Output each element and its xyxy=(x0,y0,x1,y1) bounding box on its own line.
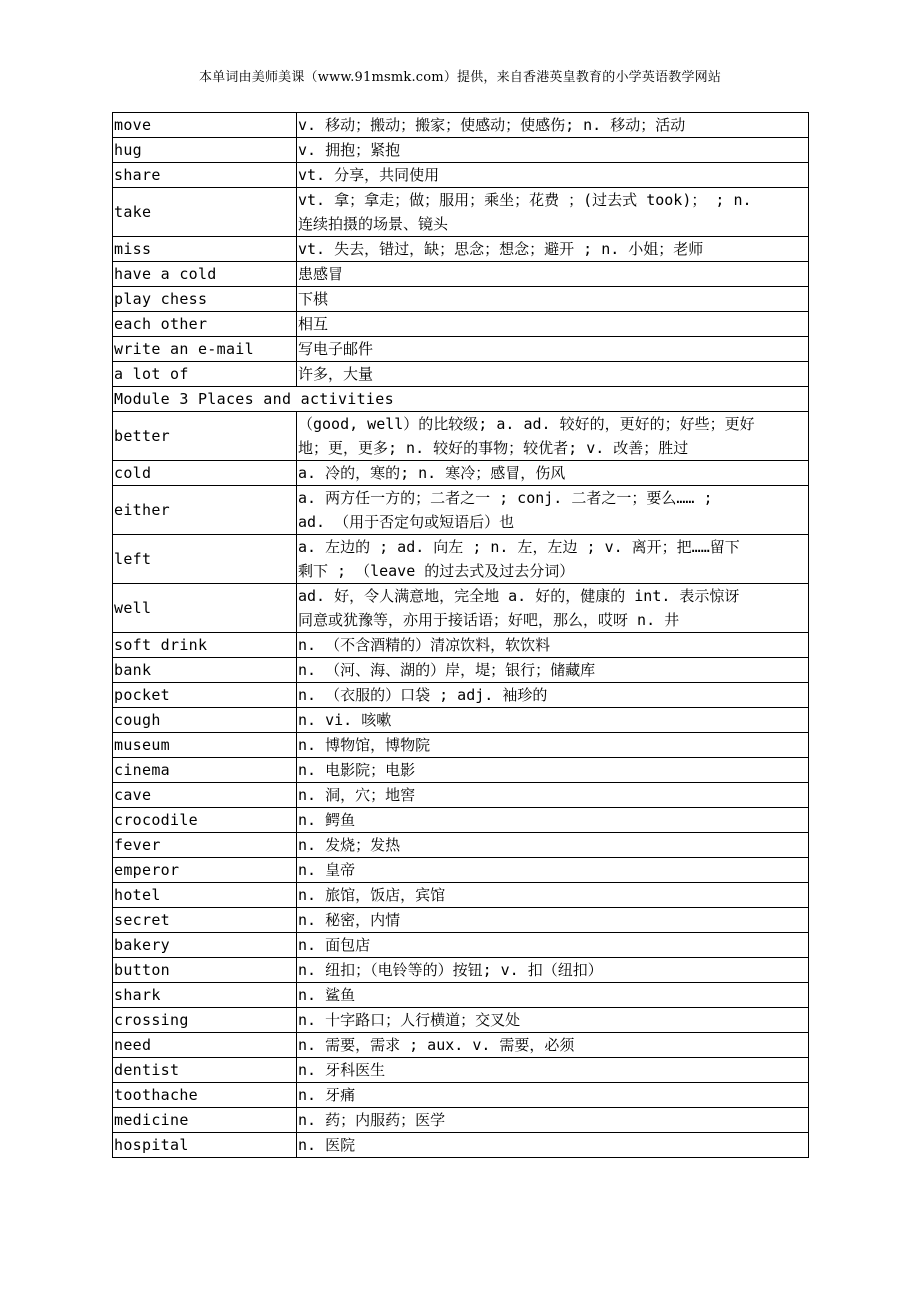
vocab-definition xyxy=(297,163,809,188)
vocab-row xyxy=(113,758,809,783)
definition-line: n. 鳄鱼 xyxy=(298,811,356,829)
definition-line: n. 旅馆，饭店，宾馆 xyxy=(298,886,446,904)
vocab-definition xyxy=(297,733,809,758)
vocab-definition xyxy=(297,983,809,1008)
vocab-row xyxy=(113,535,809,584)
vocab-word: better xyxy=(113,412,297,461)
vocab-word: share xyxy=(113,163,297,188)
vocab-row xyxy=(113,833,809,858)
vocab-definition xyxy=(297,1008,809,1033)
definition-line: n. 面包店 xyxy=(298,936,371,954)
vocab-word: button xyxy=(113,958,297,983)
vocab-row xyxy=(113,262,809,287)
vocab-word: crocodile xyxy=(113,808,297,833)
vocab-row xyxy=(113,933,809,958)
vocab-definition xyxy=(297,883,809,908)
definition-line: n. 需要，需求 ; aux. v. 需要，必须 xyxy=(298,1036,575,1054)
vocab-row xyxy=(113,983,809,1008)
vocabulary-table-body xyxy=(113,113,809,1158)
definition-line: ad. （用于否定句或短语后）也 xyxy=(298,513,515,531)
vocab-word: emperor xyxy=(113,858,297,883)
vocab-definition xyxy=(297,188,809,237)
vocab-word: medicine xyxy=(113,1108,297,1133)
definition-line: n. 博物馆，博物院 xyxy=(298,736,431,754)
vocab-definition xyxy=(297,783,809,808)
vocab-definition xyxy=(297,337,809,362)
vocab-row xyxy=(113,1008,809,1033)
vocab-definition xyxy=(297,1133,809,1158)
vocab-definition xyxy=(297,584,809,633)
vocab-row xyxy=(113,908,809,933)
definition-line: n. 纽扣；（电铃等的）按钮; v. 扣（纽扣） xyxy=(298,961,603,979)
vocab-word: need xyxy=(113,1033,297,1058)
vocab-definition xyxy=(297,362,809,387)
definition-line: （good, well）的比较级; a. ad. 较好的，更好的；好些；更好 xyxy=(298,415,755,433)
definition-line: n. （衣服的）口袋 ; adj. 袖珍的 xyxy=(298,686,548,704)
vocab-row xyxy=(113,1058,809,1083)
vocab-word: cold xyxy=(113,461,297,486)
vocab-row xyxy=(113,733,809,758)
definition-line: v. 移动；搬动；搬家；使感动；使感伤; n. 移动；活动 xyxy=(298,116,686,134)
vocab-word: hotel xyxy=(113,883,297,908)
vocabulary-table xyxy=(112,112,809,1158)
vocab-definition xyxy=(297,833,809,858)
vocab-row xyxy=(113,412,809,461)
vocab-row xyxy=(113,1133,809,1158)
vocab-definition xyxy=(297,262,809,287)
definition-line: n. 十字路口；人行横道；交叉处 xyxy=(298,1011,521,1029)
vocab-definition xyxy=(297,138,809,163)
vocab-definition xyxy=(297,933,809,958)
definition-line: 患感冒 xyxy=(298,265,344,283)
vocab-row xyxy=(113,312,809,337)
vocab-word: toothache xyxy=(113,1083,297,1108)
definition-line: n. 鲨鱼 xyxy=(298,986,356,1004)
vocab-definition xyxy=(297,858,809,883)
vocab-word: cave xyxy=(113,783,297,808)
vocab-definition xyxy=(297,461,809,486)
definition-line: n. 药；内服药；医学 xyxy=(298,1111,446,1129)
vocab-row xyxy=(113,337,809,362)
vocab-word: shark xyxy=(113,983,297,1008)
vocab-row xyxy=(113,287,809,312)
vocab-word: play chess xyxy=(113,287,297,312)
vocab-definition xyxy=(297,486,809,535)
section-title: Module 3 Places and activities xyxy=(113,387,809,412)
definition-line: 地；更，更多; n. 较好的事物；较优者; v. 改善；胜过 xyxy=(298,439,689,457)
definition-line: 相互 xyxy=(298,315,329,333)
definition-line: 写电子邮件 xyxy=(298,340,374,358)
vocab-word: crossing xyxy=(113,1008,297,1033)
definition-line: n. 洞，穴；地窖 xyxy=(298,786,416,804)
vocab-word: pocket xyxy=(113,683,297,708)
vocab-word: soft drink xyxy=(113,633,297,658)
definition-line: n. 牙科医生 xyxy=(298,1061,386,1079)
vocab-word: have a cold xyxy=(113,262,297,287)
definition-line: n. 发烧；发热 xyxy=(298,836,401,854)
definition-line: n. （不含酒精的）清凉饮料，软饮料 xyxy=(298,636,551,654)
vocab-word: cough xyxy=(113,708,297,733)
vocab-row xyxy=(113,237,809,262)
vocab-row xyxy=(113,362,809,387)
definition-line: vt. 失去，错过，缺；思念；想念；避开 ; n. 小姐；老师 xyxy=(298,240,704,258)
vocab-row xyxy=(113,584,809,633)
vocab-definition xyxy=(297,958,809,983)
vocab-definition xyxy=(297,1108,809,1133)
vocab-row xyxy=(113,461,809,486)
definition-line: 剩下 ; （leave 的过去式及过去分词） xyxy=(298,562,575,580)
vocab-definition xyxy=(297,113,809,138)
vocab-row xyxy=(113,858,809,883)
definition-line: vt. 分享，共同使用 xyxy=(298,166,440,184)
vocab-row xyxy=(113,658,809,683)
vocab-word: museum xyxy=(113,733,297,758)
vocab-definition xyxy=(297,412,809,461)
definition-line: n. 医院 xyxy=(298,1136,356,1154)
page-header: 本单词由美师美课（www.91msmk.com）提供，来自香港英皇教育的小学英语教学网站 xyxy=(198,70,722,85)
vocab-definition xyxy=(297,237,809,262)
vocab-word: write an e-mail xyxy=(113,337,297,362)
vocab-word: left xyxy=(113,535,297,584)
vocab-word: move xyxy=(113,113,297,138)
vocab-row xyxy=(113,486,809,535)
vocab-row xyxy=(113,958,809,983)
vocab-definition xyxy=(297,758,809,783)
vocab-definition xyxy=(297,1083,809,1108)
vocab-definition xyxy=(297,633,809,658)
definition-line: 同意或犹豫等，亦用于接话语；好吧，那么，哎呀 n. 井 xyxy=(298,611,680,629)
vocab-row xyxy=(113,1108,809,1133)
definition-line: n. 电影院；电影 xyxy=(298,761,416,779)
vocab-definition xyxy=(297,535,809,584)
definition-line: n. （河、海、湖的）岸，堤；银行；储藏库 xyxy=(298,661,596,679)
vocab-definition xyxy=(297,287,809,312)
vocab-word: bank xyxy=(113,658,297,683)
vocab-word: cinema xyxy=(113,758,297,783)
vocab-word: take xyxy=(113,188,297,237)
vocab-definition xyxy=(297,808,809,833)
vocab-word: secret xyxy=(113,908,297,933)
definition-line: n. 牙痛 xyxy=(298,1086,356,1104)
vocab-row xyxy=(113,163,809,188)
vocab-row xyxy=(113,1083,809,1108)
definition-line: 连续拍摄的场景、镜头 xyxy=(298,215,449,233)
vocab-definition xyxy=(297,908,809,933)
vocab-row xyxy=(113,783,809,808)
vocab-definition xyxy=(297,1058,809,1083)
vocab-row xyxy=(113,883,809,908)
vocab-word: hug xyxy=(113,138,297,163)
section-row xyxy=(113,387,809,412)
vocab-row xyxy=(113,633,809,658)
definition-line: ad. 好，令人满意地，完全地 a. 好的，健康的 int. 表示惊讶 xyxy=(298,587,740,605)
vocab-row xyxy=(113,1033,809,1058)
definition-line: v. 拥抱；紧抱 xyxy=(298,141,401,159)
vocab-row xyxy=(113,113,809,138)
vocab-row xyxy=(113,138,809,163)
definition-line: 下棋 xyxy=(298,290,329,308)
definition-line: a. 两方任一方的；二者之一 ; conj. 二者之一；要么…… ; xyxy=(298,489,713,507)
vocab-row xyxy=(113,188,809,237)
vocab-word: bakery xyxy=(113,933,297,958)
vocab-row xyxy=(113,708,809,733)
definition-line: n. 秘密，内情 xyxy=(298,911,401,929)
vocab-definition xyxy=(297,683,809,708)
vocab-word: either xyxy=(113,486,297,535)
definition-line: 许多，大量 xyxy=(298,365,374,383)
definition-line: vt. 拿；拿走；做；服用；乘坐；花费 ；(过去式 took)； ; n. xyxy=(298,191,752,209)
definition-line: n. vi. 咳嗽 xyxy=(298,711,392,729)
vocab-word: well xyxy=(113,584,297,633)
vocab-word: miss xyxy=(113,237,297,262)
vocab-word: each other xyxy=(113,312,297,337)
vocab-definition xyxy=(297,708,809,733)
vocab-row xyxy=(113,808,809,833)
vocab-word: fever xyxy=(113,833,297,858)
vocab-word: dentist xyxy=(113,1058,297,1083)
definition-line: a. 冷的，寒的; n. 寒冷；感冒，伤风 xyxy=(298,464,566,482)
vocab-word: a lot of xyxy=(113,362,297,387)
vocab-definition xyxy=(297,658,809,683)
vocab-definition xyxy=(297,1033,809,1058)
vocab-definition xyxy=(297,312,809,337)
definition-line: n. 皇帝 xyxy=(298,861,356,879)
vocab-word: hospital xyxy=(113,1133,297,1158)
vocab-row xyxy=(113,683,809,708)
definition-line: a. 左边的 ; ad. 向左 ; n. 左，左边 ; v. 离开；把……留下 xyxy=(298,538,740,556)
